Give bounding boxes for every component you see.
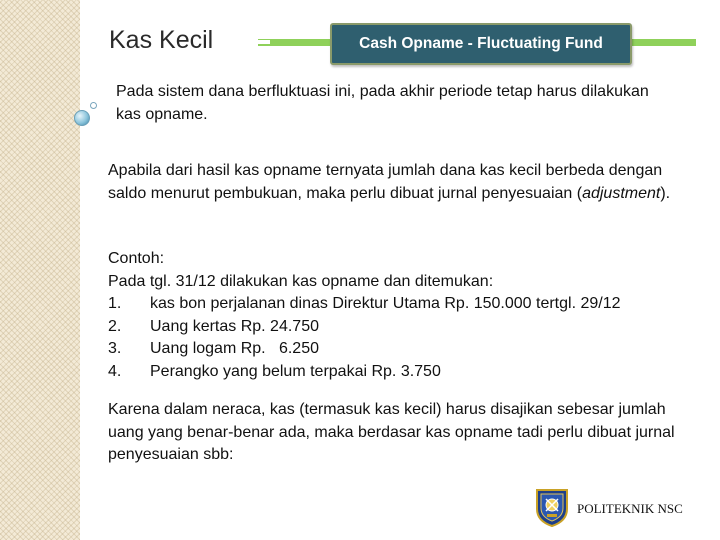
list-item xyxy=(108,338,708,361)
institution-name: POLITEKNIK NSC xyxy=(577,501,683,516)
closing-paragraph: Karena dalam neraca, kas (termasuk kas kecil) harus disajikan sebesar jumlah uang yang benar-benar ada, maka berdasar kas opname tadi perlu dibuat jurnal penyesuaian sbb: xyxy=(108,401,675,463)
header-box-label: Cash Opname - Fluctuating Fund xyxy=(359,35,603,52)
example-intro: Pada tgl. 31/12 dilakukan kas opname dan ditemukan: xyxy=(108,272,494,290)
list-item-number: 1. xyxy=(108,295,122,312)
adjustment-term: adjustment xyxy=(582,184,661,202)
list-item xyxy=(108,361,708,384)
small-bubble-icon xyxy=(90,102,97,109)
example-block xyxy=(108,248,708,383)
list-item-number: 2. xyxy=(108,317,122,335)
adjustment-text-before: Apabila dari hasil kas opname ternyata jumlah dana kas kecil berbeda dengan saldo menurut pembukuan, maka perlu dibuat jurnal penyesuaian ( xyxy=(108,162,663,202)
slide-title: Kas Kecil xyxy=(109,26,214,54)
list-item-text: Perangko yang belum terpakai Rp. 3.750 xyxy=(150,362,441,380)
bubble-icon xyxy=(74,110,90,126)
list-item-number: 4. xyxy=(108,362,122,380)
list-item-number: 3. xyxy=(108,340,122,357)
decorative-side-strip xyxy=(0,0,80,540)
adjustment-paragraph xyxy=(108,160,698,205)
list-item xyxy=(108,293,708,316)
example-heading: Contoh: xyxy=(108,250,165,267)
list-item-text: Uang kertas Rp. 24.750 xyxy=(150,317,319,335)
list-item-text: Uang logam Rp. 6.250 xyxy=(150,340,319,357)
adjustment-text-after: ). xyxy=(660,184,671,202)
list-item-text: kas bon perjalanan dinas Direktur Utama Rp. 150.000 tertgl. 29/12 xyxy=(150,295,621,312)
list-item xyxy=(108,316,708,339)
intro-paragraph: Pada sistem dana berfluktuasi ini, pada akhir periode tetap harus dilakukan kas opname. xyxy=(116,83,649,123)
header-box xyxy=(330,23,632,65)
shield-emblem-icon xyxy=(535,487,569,527)
